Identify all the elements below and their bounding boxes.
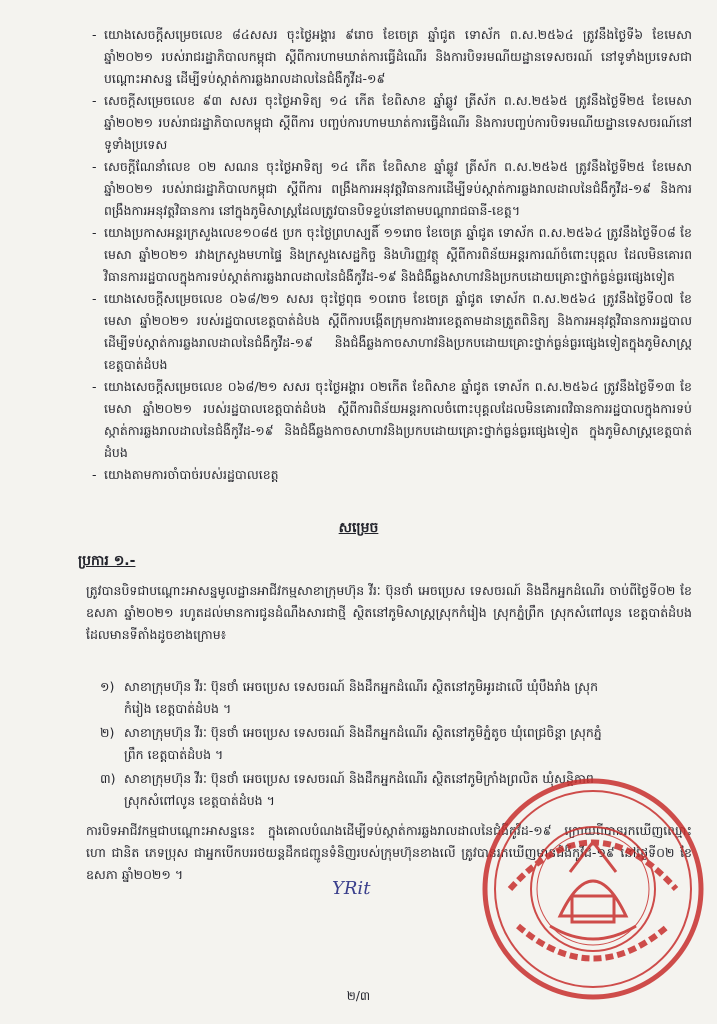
decision-heading: សម្រេច <box>338 520 379 536</box>
reference-text: យោងសេចក្តីសម្រេចលេខ ៨៤សសរ ចុះថ្ងៃអង្គារ ៩រោច ខែចេត្រ ឆ្នាំជូត ទោស័ក ព.ស.២៥៦៤ ត្រូវនឹងថ្ងៃទី៦ ខែមេសា ឆ្នាំ២០២១ របស់រាជរដ្ឋាភិបាលកម្ពុជា ស្តីពីការហាមឃាត់ការធ្វើដំណើរ និងការបិទរមណីយដ្ឋានទេសចរណ៍ នៅទូទាំងប្រទេសជាបណ្តោះអាសន្ន ដើម្បីទប់ស្កាត់ការឆ្លងរាលដាលនៃជំងឺកូវីដ-១៩ <box>104 27 692 86</box>
reference-item: - យោងប្រកាសអន្តរក្រសួងលេខ១០៨៥ ប្រក ចុះថ្ងៃព្រហស្បតិ៍ ១១រោច ខែចេត្រ ឆ្នាំជូត ទោស័ក ព.ស.២៥៦៤ ត្រូវនឹងថ្ងៃទី០៨ ខែមេសា ឆ្នាំ២០២១ រវាងក្រសួងមហាផ្ទៃ និងក្រសួងសេដ្ឋកិច្ច និងហិរញ្ញវត្ថុ ស្តីពីការពិន័យអន្តរការណ៍ចំពោះបុគ្គល ដែលមិនគោរពវិធានការរដ្ឋបាលក្នុងការទប់ស្កាត់ការឆ្លងរាលដាលនៃជំងឺកូវីដ-១៩ និងជំងឺឆ្លងសាហាវនិងប្រកបដោយគ្រោះថ្នាក់ធ្ងន់ធ្ងរផ្សេងទៀត <box>92 222 692 288</box>
article-title: ប្រការ ១.- <box>78 553 136 569</box>
branch-number: ២) <box>100 725 115 740</box>
handwritten-signature: YRit <box>332 878 371 899</box>
reference-text: យោងតាមការចាំបាច់របស់រដ្ឋបាលខេត្ត <box>104 467 279 482</box>
article-paragraph: ត្រូវបានបិទជាបណ្តោះអាសន្នមូលដ្ឋានអាជីវកម្មសាខាក្រុមហ៊ុន វីរៈ ប៊ុនថាំ អេចប្រេស ទេសចរណ៍ និងដឹកអ្នកដំណើរ ចាប់ពីថ្ងៃទី០២ ខែឧសភា ឆ្នាំ២០២១ រហូតដល់មានការជូនដំណឹងសារជាថ្មី ស្ថិតនៅភូមិសាស្ត្រស្រុកកំរៀង ស្រុកភ្នំព្រឹក ស្រុកសំពៅលូន ខេត្តបាត់ដំបង ដែលមានទីតាំងដូចខាងក្រោម៖ <box>86 583 692 642</box>
reference-text: សេចក្តីណែនាំលេខ ០២ សណន ចុះថ្ងៃអាទិត្យ ១៤ កើត ខែពិសាខ ឆ្នាំឆ្លូវ ត្រីស័ក ព.ស.២៥៦៥ ត្រូវនឹងថ្ងៃទី២៥ ខែមេសា ឆ្នាំ២០២១ របស់រាជរដ្ឋាភិបាលកម្ពុជា ស្តីពីការ ពង្រឹងការអនុវត្តវិធានការដើម្បីទប់ស្កាត់ការឆ្លងរាលដាលនៃជំងឺកូវីដ-១៩ និងការពង្រឹងការអនុវត្តវិធានការ នៅក្នុងភូមិសាស្ត្រដែលត្រូវបានបិទខ្ទប់នៅតាមបណ្តារាជធានី-ខេត្ត។ <box>104 159 692 218</box>
branch-item <box>100 722 620 766</box>
branch-text: សាខាក្រុមហ៊ុន វីរៈ ប៊ុនថាំ អេចប្រេស ទេសចរណ៍ និងដឹកអ្នកដំណើរ ស្ថិតនៅភូមិក្រាំងព្រលិត ឃុំសន្តិភាព ស្រុកសំពៅលូន ខេត្តបាត់ដំបង ។ <box>124 771 594 808</box>
reference-item: - សេចក្តីសម្រេចលេខ ៩៣ សសរ ចុះថ្ងៃអាទិត្យ ១៤ កើត ខែពិសាខ ឆ្នាំឆ្លូវ ត្រីស័ក ព.ស.២៥៦៥ ត្រូវនឹងថ្ងៃទី២៥ ខែមេសា ឆ្នាំ២០២១ របស់រាជរដ្ឋាភិបាលកម្ពុជា ស្តីពីការ បញ្ចប់ការហាមឃាត់ការធ្វើដំណើរ និងការបញ្ចប់ការបិទរមណីយដ្ឋានទេសចរណ៍នៅទូទាំងប្រទេស <box>92 90 692 156</box>
branch-number: ១) <box>100 679 115 694</box>
page-number: ២/៣ <box>346 989 371 1003</box>
branch-item <box>100 676 620 720</box>
branch-text: សាខាក្រុមហ៊ុន វីរៈ ប៊ុនថាំ អេចប្រេស ទេសចរណ៍ និងដឹកអ្នកដំណើរ ស្ថិតនៅភូមិភ្នំតូច ឃុំពេជ្រចិន្តា ស្រុកភ្នំព្រឹក ខេត្តបាត់ដំបង ។ <box>124 725 602 762</box>
reference-item: - យោងសេចក្តីសម្រេចលេខ ០៦៨/២១ សសរ ចុះថ្ងៃអង្គារ ០២កើត ខែពិសាខ ឆ្នាំជូត ទោស័ក ព.ស.២៥៦៤ ត្រូវនឹងថ្ងៃទី១៣ ខែមេសា ឆ្នាំ២០២១ របស់រដ្ឋបាលខេត្តបាត់ដំបង ស្តីពីការពិន័យអន្តរកាលចំពោះបុគ្គលដែលមិនគោរពវិធានការរដ្ឋបាលក្នុងការទប់ស្កាត់ការឆ្លងរាលដាលនៃជំងឺកូវីដ-១៩ និងជំងឺឆ្លងកាចសាហាវនិងប្រកបដោយគ្រោះថ្នាក់ធ្ងន់ធ្ងរផ្សេងទៀត ក្នុងភូមិសាស្ត្រខេត្តបាត់ដំបង <box>92 376 692 464</box>
branch-number: ៣) <box>100 771 116 786</box>
reference-list <box>92 24 692 486</box>
reference-text: យោងសេចក្តីសម្រេចលេខ ០៦៨/២១ សសរ ចុះថ្ងៃអង្គារ ០២កើត ខែពិសាខ ឆ្នាំជូត ទោស័ក ព.ស.២៥៦៤ ត្រូវនឹងថ្ងៃទី១៣ ខែមេសា ឆ្នាំ២០២១ របស់រដ្ឋបាលខេត្តបាត់ដំបង ស្តីពីការពិន័យអន្តរកាលចំពោះបុគ្គលដែលមិនគោរពវិធានការរដ្ឋបាលក្នុងការទប់ស្កាត់ការឆ្លងរាលដាលនៃជំងឺកូវីដ-១៩ និងជំងឺឆ្លងកាចសាហាវនិងប្រកបដោយគ្រោះថ្នាក់ធ្ងន់ធ្ងរផ្សេងទៀត ក្នុងភូមិសាស្ត្រខេត្តបាត់ដំបង <box>104 379 692 460</box>
reference-text: យោងសេចក្តីសម្រេចលេខ ០៦៨/២១ សសរ ចុះថ្ងៃពុធ ១០រោច ខែចេត្រ ឆ្នាំជូត ទោស័ក ព.ស.២៥៦៤ ត្រូវនឹងថ្ងៃទី០៧ ខែមេសា ឆ្នាំ២០២១ របស់រដ្ឋបាលខេត្តបាត់ដំបង ស្តីពីការបង្កើតក្រុមការងារខេត្តតាមដានត្រួតពិនិត្យ និងការអនុវត្តវិធានការរដ្ឋបាលដើម្បីទប់ស្កាត់ការឆ្លងរាលដាលនៃជំងឺកូវីដ-១៩ និងជំងឺឆ្លងកាចសាហាវនិងប្រកបដោយគ្រោះថ្នាក់ធ្ងន់ធ្ងរផ្សេងទៀតក្នុងភូមិសាស្ត្រខេត្តបាត់ដំបង <box>104 291 692 372</box>
reference-item: - យោងសេចក្តីសម្រេចលេខ ៨៤សសរ ចុះថ្ងៃអង្គារ ៩រោច ខែចេត្រ ឆ្នាំជូត ទោស័ក ព.ស.២៥៦៤ ត្រូវនឹងថ្ងៃទី៦ ខែមេសា ឆ្នាំ២០២១ របស់រាជរដ្ឋាភិបាលកម្ពុជា ស្តីពីការហាមឃាត់ការធ្វើដំណើរ និងការបិទរមណីយដ្ឋានទេសចរណ៍ នៅទូទាំងប្រទេសជាបណ្តោះអាសន្ន ដើម្បីទប់ស្កាត់ការឆ្លងរាលដាលនៃជំងឺកូវីដ-១៩ <box>92 24 692 90</box>
closing-paragraph: ការបិទអាជីវកម្មជាបណ្តោះអាសន្ននេះ ក្នុងគោលបំណងដើម្បីទប់ស្កាត់ការឆ្លងរាលដាលនៃជំងឺកូវីដ-១៩ ក្រោយពីបានរកឃើញឈ្មោះ ហោ ជានិត ភេទប្រុស ជាអ្នកបើកបររថយន្តដឹកជញ្ជូនទំនិញរបស់ក្រុមហ៊ុនខាងលើ ត្រូវបានរកឃើញមានជំងឺកូវីដ-១៩ នៅថ្ងៃទី០២ ខែឧសភា ឆ្នាំ២០២១ ។ <box>86 823 692 882</box>
branch-text: សាខាក្រុមហ៊ុន វីរៈ ប៊ុនថាំ អេចប្រេស ទេសចរណ៍ និងដឹកអ្នកដំណើរ ស្ថិតនៅភូមិអូរដាលើ ឃុំបឹងរាំង ស្រុកកំរៀង ខេត្តបាត់ដំបង ។ <box>124 679 599 716</box>
reference-item: - សេចក្តីណែនាំលេខ ០២ សណន ចុះថ្ងៃអាទិត្យ ១៤ កើត ខែពិសាខ ឆ្នាំឆ្លូវ ត្រីស័ក ព.ស.២៥៦៥ ត្រូវនឹងថ្ងៃទី២៥ ខែមេសា ឆ្នាំ២០២១ របស់រាជរដ្ឋាភិបាលកម្ពុជា ស្តីពីការ ពង្រឹងការអនុវត្តវិធានការដើម្បីទប់ស្កាត់ការឆ្លងរាលដាលនៃជំងឺកូវីដ-១៩ និងការពង្រឹងការអនុវត្តវិធានការ នៅក្នុងភូមិសាស្ត្រដែលត្រូវបានបិទខ្ទប់នៅតាមបណ្តារាជធានី-ខេត្ត។ <box>92 156 692 222</box>
official-seal-icon <box>480 776 706 1002</box>
reference-text: សេចក្តីសម្រេចលេខ ៩៣ សសរ ចុះថ្ងៃអាទិត្យ ១៤ កើត ខែពិសាខ ឆ្នាំឆ្លូវ ត្រីស័ក ព.ស.២៥៦៥ ត្រូវនឹងថ្ងៃទី២៥ ខែមេសា ឆ្នាំ២០២១ របស់រាជរដ្ឋាភិបាលកម្ពុជា ស្តីពីការ បញ្ចប់ការហាមឃាត់ការធ្វើដំណើរ និងការបញ្ចប់ការបិទរមណីយដ្ឋានទេសចរណ៍នៅទូទាំងប្រទេស <box>104 93 692 152</box>
reference-item: - យោងតាមការចាំបាច់របស់រដ្ឋបាលខេត្ត <box>92 464 692 486</box>
reference-item: - យោងសេចក្តីសម្រេចលេខ ០៦៨/២១ សសរ ចុះថ្ងៃពុធ ១០រោច ខែចេត្រ ឆ្នាំជូត ទោស័ក ព.ស.២៥៦៤ ត្រូវនឹងថ្ងៃទី០៧ ខែមេសា ឆ្នាំ២០២១ របស់រដ្ឋបាលខេត្តបាត់ដំបង ស្តីពីការបង្កើតក្រុមការងារខេត្តតាមដានត្រួតពិនិត្យ និងការអនុវត្តវិធានការរដ្ឋបាលដើម្បីទប់ស្កាត់ការឆ្លងរាលដាលនៃជំងឺកូវីដ-១៩ និងជំងឺឆ្លងកាចសាហាវនិងប្រកបដោយគ្រោះថ្នាក់ធ្ងន់ធ្ងរផ្សេងទៀតក្នុងភូមិសាស្ត្រខេត្តបាត់ដំបង <box>92 288 692 376</box>
reference-text: យោងប្រកាសអន្តរក្រសួងលេខ១០៨៥ ប្រក ចុះថ្ងៃព្រហស្បតិ៍ ១១រោច ខែចេត្រ ឆ្នាំជូត ទោស័ក ព.ស.២៥៦៤ ត្រូវនឹងថ្ងៃទី០៨ ខែមេសា ឆ្នាំ២០២១ រវាងក្រសួងមហាផ្ទៃ និងក្រសួងសេដ្ឋកិច្ច និងហិរញ្ញវត្ថុ ស្តីពីការពិន័យអន្តរការណ៍ចំពោះបុគ្គល ដែលមិនគោរពវិធានការរដ្ឋបាលក្នុងការទប់ស្កាត់ការឆ្លងរាលដាលនៃជំងឺកូវីដ-១៩ និងជំងឺឆ្លងសាហាវនិងប្រកបដោយគ្រោះថ្នាក់ធ្ងន់ធ្ងរផ្សេងទៀត <box>104 225 692 284</box>
